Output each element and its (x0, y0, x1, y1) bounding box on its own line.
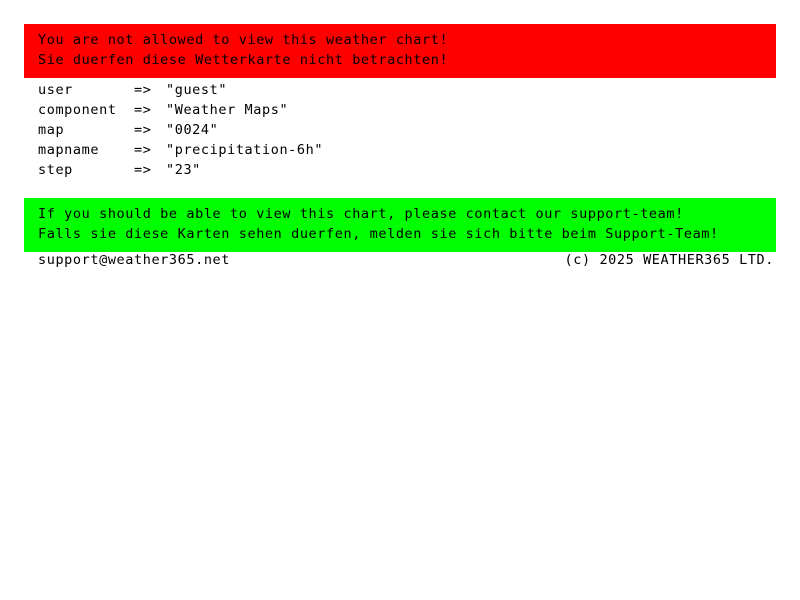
parameter-key: step (38, 162, 73, 178)
error-banner-line-en: You are not allowed to view this weather chart! (38, 32, 449, 48)
parameter-value: "Weather Maps" (166, 102, 289, 118)
parameter-arrow: => (134, 122, 152, 138)
parameter-row-component (38, 100, 323, 120)
copyright-text: (c) 2025 WEATHER365 LTD. (564, 252, 774, 268)
footer (38, 250, 774, 270)
parameter-row-user (38, 80, 323, 100)
parameter-row-map (38, 120, 323, 140)
parameter-value: "precipitation-6h" (166, 142, 324, 158)
parameter-key: component (38, 102, 117, 118)
parameter-list (38, 80, 323, 180)
parameter-arrow: => (134, 162, 152, 178)
support-email-link[interactable]: support@weather365.net (38, 252, 231, 268)
parameter-value: "0024" (166, 122, 219, 138)
parameter-row-step (38, 160, 323, 180)
info-banner-line-de: Falls sie diese Karten sehen duerfen, melden sie sich bitte beim Support-Team! (38, 226, 719, 242)
parameter-key: user (38, 82, 73, 98)
error-banner (24, 24, 776, 78)
parameter-arrow: => (134, 102, 152, 118)
parameter-key: mapname (38, 142, 100, 158)
error-banner-line-de: Sie duerfen diese Wetterkarte nicht betrachten! (38, 52, 449, 68)
parameter-row-mapname (38, 140, 323, 160)
parameter-value: "guest" (166, 82, 228, 98)
parameter-arrow: => (134, 82, 152, 98)
info-banner (24, 198, 776, 252)
parameter-value: "23" (166, 162, 201, 178)
parameter-arrow: => (134, 142, 152, 158)
parameter-key: map (38, 122, 65, 138)
info-banner-line-en: If you should be able to view this chart, please contact our support-team! (38, 206, 684, 222)
